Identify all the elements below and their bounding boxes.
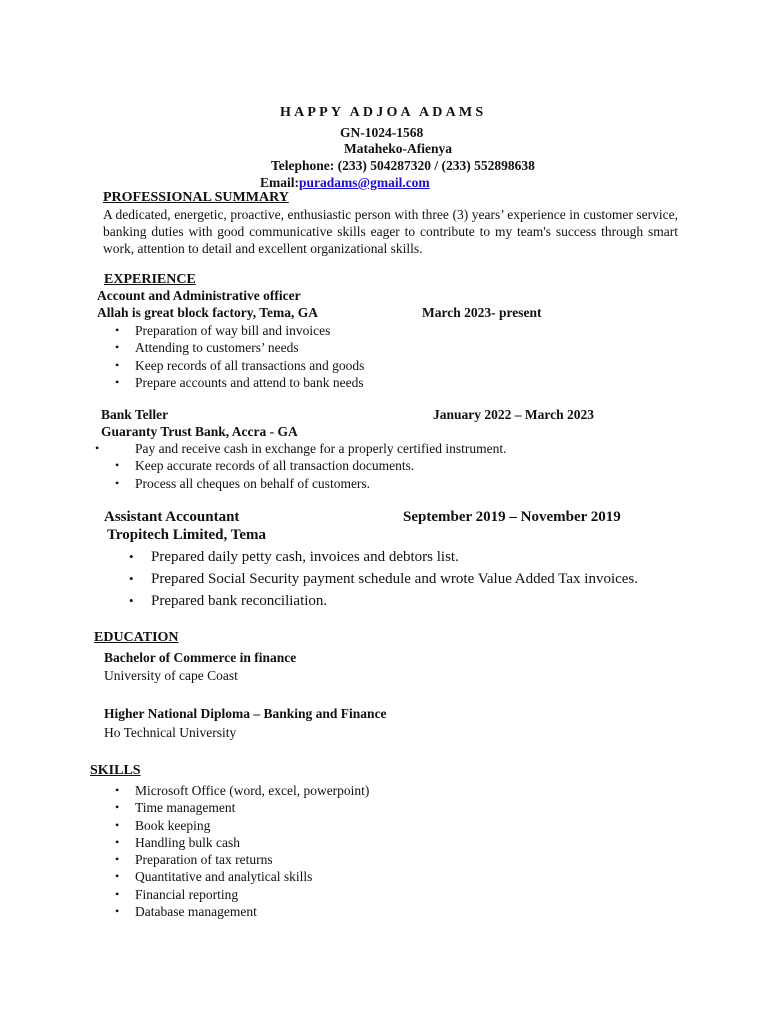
list-item [115,817,369,834]
job-title: Account and Administrative officer [97,288,301,303]
job-company: Guaranty Trust Bank, Accra - GA [101,424,298,439]
address-line-1: GN-1024-1568 [340,125,424,140]
education-school: Ho Technical University [104,725,237,740]
bullet-icon: • [129,593,134,608]
list-item-text: Financial reporting [135,886,239,902]
list-item-text: Prepared daily petty cash, invoices and debtors list. [151,549,459,565]
job-title: Assistant Accountant [104,509,240,525]
bullet-icon: • [115,340,120,355]
list-item [115,903,369,920]
bullet-icon: • [95,441,100,455]
job-company: Allah is great block factory, Tema, GA [97,305,318,320]
list-item [115,782,370,799]
bullet-icon: • [115,852,120,867]
list-item [115,475,506,492]
bullet-icon: • [115,800,120,815]
list-item-text: Pay and receive cash in exchange for a properly certified instrument. [135,441,507,456]
list-item-text: Preparation of tax returns [135,852,273,868]
education-degree: Higher National Diploma – Banking and Finance [104,706,387,721]
list-item-text: Database management [135,904,257,920]
list-item [115,457,506,474]
email-label: Email: [260,175,299,190]
summary-text: A dedicated, energetic, proactive, enthusiastic person with three (3) years’ experience in customer service, banking duties with good communicative skills eager to contribute to my team's success through smart work, attention to detail and excellent organizational skills. [103,207,678,256]
bullet-icon: • [115,783,120,797]
list-item [115,339,364,356]
job-bullet-list [95,440,507,492]
list-item-text: Time management [135,800,236,816]
education-heading: EDUCATION [94,630,179,645]
list-item [115,799,369,816]
list-item [115,357,365,374]
list-item [95,440,507,457]
job-dates: March 2023- present [422,305,542,320]
bullet-icon: • [129,571,134,586]
list-item [129,546,638,568]
list-item [115,868,369,885]
job-dates: January 2022 – March 2023 [433,407,594,422]
list-item-text: Quantitative and analytical skills [135,869,313,885]
list-item-text: Handling bulk cash [135,834,240,850]
bullet-icon: • [129,549,134,564]
job-title: Bank Teller [101,407,169,422]
list-item-text: Keep accurate records of all transaction documents. [135,458,415,474]
bullet-icon: • [115,323,120,337]
job-bullet-list [115,322,365,391]
job-bullet-list [129,546,639,612]
list-item-text: Microsoft Office (word, excel, powerpoint) [135,783,370,798]
list-item-text: Prepared bank reconciliation. [151,593,328,609]
list-item [115,322,364,339]
list-item-text: Prepared Social Security payment schedule and wrote Value Added Tax invoices. [151,571,639,587]
bullet-icon: • [115,817,120,832]
summary-heading: PROFESSIONAL SUMMARY [103,190,289,205]
list-item-text: Attending to customers’ needs [135,340,299,356]
resume-name: HAPPY ADJOA ADAMS [280,105,487,120]
bullet-icon: • [115,869,120,884]
telephone: Telephone: (233) 504287320 / (233) 552898638 [271,158,535,173]
bullet-icon: • [115,475,120,490]
list-item [129,568,639,590]
list-item [115,886,369,903]
experience-heading: EXPERIENCE [104,272,196,287]
email-link[interactable]: puradams@gmail.com [299,175,430,190]
list-item-text: Process all cheques on behalf of customers. [135,475,371,491]
list-item-text: Keep records of all transactions and goods [135,357,365,373]
list-item [115,834,369,851]
bullet-icon: • [115,374,120,389]
skills-heading: SKILLS [90,763,141,778]
list-item [129,590,638,612]
bullet-icon: • [115,357,120,372]
job-company: Tropitech Limited, Tema [107,527,267,543]
bullet-icon: • [115,458,120,473]
list-item-text: Prepare accounts and attend to bank needs [135,374,364,390]
list-item [115,374,364,391]
job-dates: September 2019 – November 2019 [403,509,621,525]
bullet-icon: • [115,904,120,919]
address-line-2: Mataheko-Afienya [344,141,452,156]
list-item-text: Book keeping [135,817,211,833]
bullet-icon: • [115,886,120,901]
list-item [115,851,369,868]
bullet-icon: • [115,834,120,849]
education-school: University of cape Coast [104,668,238,683]
list-item-text: Preparation of way bill and invoices [135,323,331,338]
email-line [260,175,430,191]
skills-list [115,782,370,920]
education-degree: Bachelor of Commerce in finance [104,650,297,665]
